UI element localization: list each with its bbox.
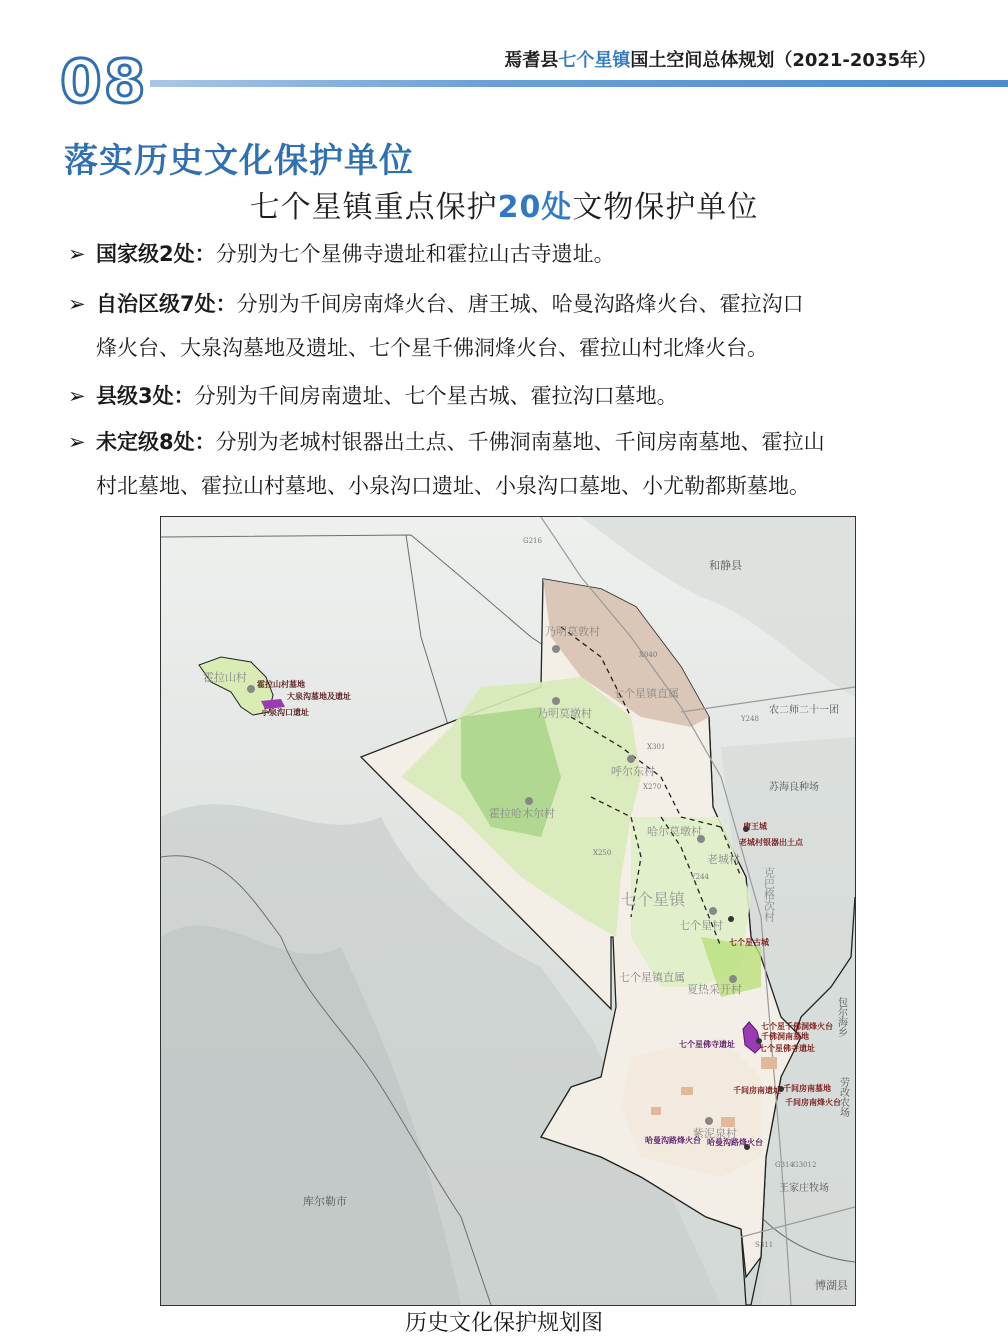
bullet-text: 分别为老城村银器出土点、千佛洞南墓地、千间房南墓地、霍拉山 bbox=[215, 430, 825, 454]
region-label: 农二师二十一团 bbox=[769, 705, 839, 716]
bullet-text: 分别为七个星佛寺遗址和霍拉山古寺遗址。 bbox=[215, 242, 615, 266]
road-label: X270 bbox=[643, 783, 662, 791]
heritage-site-label: 七个星佛寺遗址 bbox=[759, 1043, 815, 1053]
village-label: 乃明莫墩村 bbox=[537, 707, 592, 720]
road-label: G216 bbox=[523, 537, 542, 545]
land-patch bbox=[761, 1057, 777, 1069]
bullet-label: 县级3处： bbox=[96, 384, 195, 408]
village-label: 夏热采开村 bbox=[687, 983, 742, 996]
road-label: Y244 bbox=[691, 873, 709, 881]
site-marker bbox=[728, 916, 734, 922]
village-marker bbox=[525, 797, 533, 805]
village-label: 霍拉哈木尔村 bbox=[489, 807, 555, 820]
header-rule bbox=[150, 80, 1008, 87]
village-marker bbox=[247, 685, 255, 693]
subtitle-number: 20处 bbox=[497, 190, 573, 225]
road-label: X250 bbox=[593, 849, 612, 857]
land-patch bbox=[721, 1117, 735, 1127]
south-area bbox=[621, 1037, 761, 1177]
document-title bbox=[504, 46, 936, 72]
heritage-site-label: 唐王城 bbox=[743, 821, 767, 831]
bullet-unrated bbox=[68, 420, 948, 508]
arrow-bullet-icon: ➢ bbox=[68, 430, 86, 454]
region-label: 博湖县 bbox=[815, 1279, 848, 1292]
heritage-site-label: 老城村银器出土点 bbox=[739, 837, 803, 847]
map-caption: 历史文化保护规划图 bbox=[404, 1311, 603, 1336]
village-label: 呼尔东村 bbox=[611, 765, 655, 778]
village-marker bbox=[552, 645, 560, 653]
heritage-site-label: 霍拉山村墓地 bbox=[257, 679, 305, 689]
section-title: 落实历史文化保护单位 bbox=[64, 141, 414, 181]
road-label: G3012 bbox=[793, 1161, 817, 1169]
region-label: 王家庄牧场 bbox=[779, 1183, 829, 1194]
road-label: X040 bbox=[639, 651, 658, 659]
document-title-highlight: 七个星镇 bbox=[558, 50, 631, 71]
subtitle bbox=[0, 182, 1008, 226]
document-title-part1: 焉耆县 bbox=[504, 50, 559, 71]
road-label: Y248 bbox=[741, 715, 759, 723]
arrow-bullet-icon: ➢ bbox=[68, 242, 86, 266]
road-label: G314 bbox=[775, 1161, 794, 1169]
village-marker bbox=[627, 755, 635, 763]
village-marker bbox=[709, 907, 717, 915]
bullet-label: 国家级2处： bbox=[96, 242, 216, 266]
bullet-text: 分别为千间房南遗址、七个星古城、霍拉沟口墓地。 bbox=[194, 384, 678, 408]
bullet-label: 未定级8处： bbox=[96, 430, 216, 454]
bullet-county bbox=[68, 374, 948, 418]
region-label: 包尔海乡 bbox=[835, 997, 847, 1037]
village-label: 乃明莫敦村 bbox=[545, 625, 600, 638]
heritage-protection-map bbox=[160, 516, 856, 1306]
road-label: X301 bbox=[647, 743, 666, 751]
village-label: 哈尔莫墩村 bbox=[647, 825, 702, 838]
heritage-site-label: 哈曼沟路烽火台 bbox=[645, 1135, 701, 1145]
road-label: S311 bbox=[755, 1241, 774, 1249]
village-label: 七个星镇 bbox=[621, 890, 686, 909]
arrow-bullet-icon: ➢ bbox=[68, 292, 86, 316]
subtitle-prefix: 七个星镇重点保护 bbox=[249, 190, 498, 225]
bullet-label: 自治区级7处： bbox=[96, 292, 237, 316]
village-label: 克巴格次村 bbox=[762, 867, 776, 922]
village-label: 霍拉山村 bbox=[203, 671, 247, 684]
land-patch bbox=[651, 1107, 661, 1115]
subtitle-suffix: 文物保护单位 bbox=[572, 190, 759, 225]
page-number: 08 bbox=[60, 47, 148, 117]
heritage-site-label: 七个星千佛洞烽火台 bbox=[761, 1021, 833, 1031]
arrow-bullet-icon: ➢ bbox=[68, 384, 86, 408]
region-label: 苏海良种场 bbox=[769, 782, 819, 793]
heritage-site-label: 千间房南墓地 bbox=[783, 1083, 831, 1093]
document-title-part2: 国土空间总体规划（2021-2035年） bbox=[630, 50, 936, 71]
heritage-site-label: 七个星佛寺遗址 bbox=[679, 1039, 735, 1049]
heritage-site-label: 千间房南烽火台 bbox=[785, 1097, 841, 1107]
village-label: 紫泥泉村 bbox=[693, 1127, 737, 1140]
village-marker bbox=[705, 1117, 713, 1125]
bullet-text: 分别为千间房南烽火台、唐王城、哈曼沟路烽火台、霍拉沟口 bbox=[236, 292, 804, 316]
village-marker bbox=[729, 975, 737, 983]
heritage-site-label: 千佛洞南墓地 bbox=[761, 1031, 809, 1041]
village-label: 七个星镇直属 bbox=[613, 687, 679, 700]
bullet-text-continued: 村北墓地、霍拉山村墓地、小泉沟口遗址、小泉沟口墓地、小尤勒都斯墓地。 bbox=[96, 474, 810, 498]
heritage-site-label: 七个星古城 bbox=[729, 937, 769, 947]
heritage-site-label: 小泉沟口遗址 bbox=[261, 707, 309, 717]
village-marker bbox=[552, 697, 560, 705]
heritage-site-label: 千间房南遗址 bbox=[733, 1085, 781, 1095]
bullet-national bbox=[68, 232, 948, 276]
map-canvas bbox=[161, 517, 855, 1305]
land-patch bbox=[681, 1087, 693, 1095]
village-label: 七个星镇直属 bbox=[619, 971, 685, 984]
village-label: 七个星村 bbox=[679, 919, 723, 932]
heritage-site-label: 大泉沟墓地及遗址 bbox=[287, 691, 351, 701]
bullet-text-continued: 烽火台、大泉沟墓地及遗址、七个星千佛洞烽火台、霍拉山村北烽火台。 bbox=[96, 336, 768, 360]
heritage-site-label: 哈曼沟路烽火台 bbox=[707, 1137, 763, 1147]
region-label: 和静县 bbox=[709, 559, 742, 572]
village-label: 老城村 bbox=[707, 853, 740, 866]
region-label: 劳改农场 bbox=[837, 1077, 849, 1117]
region-label: 库尔勒市 bbox=[303, 1195, 347, 1208]
bullet-autonomous bbox=[68, 282, 948, 370]
